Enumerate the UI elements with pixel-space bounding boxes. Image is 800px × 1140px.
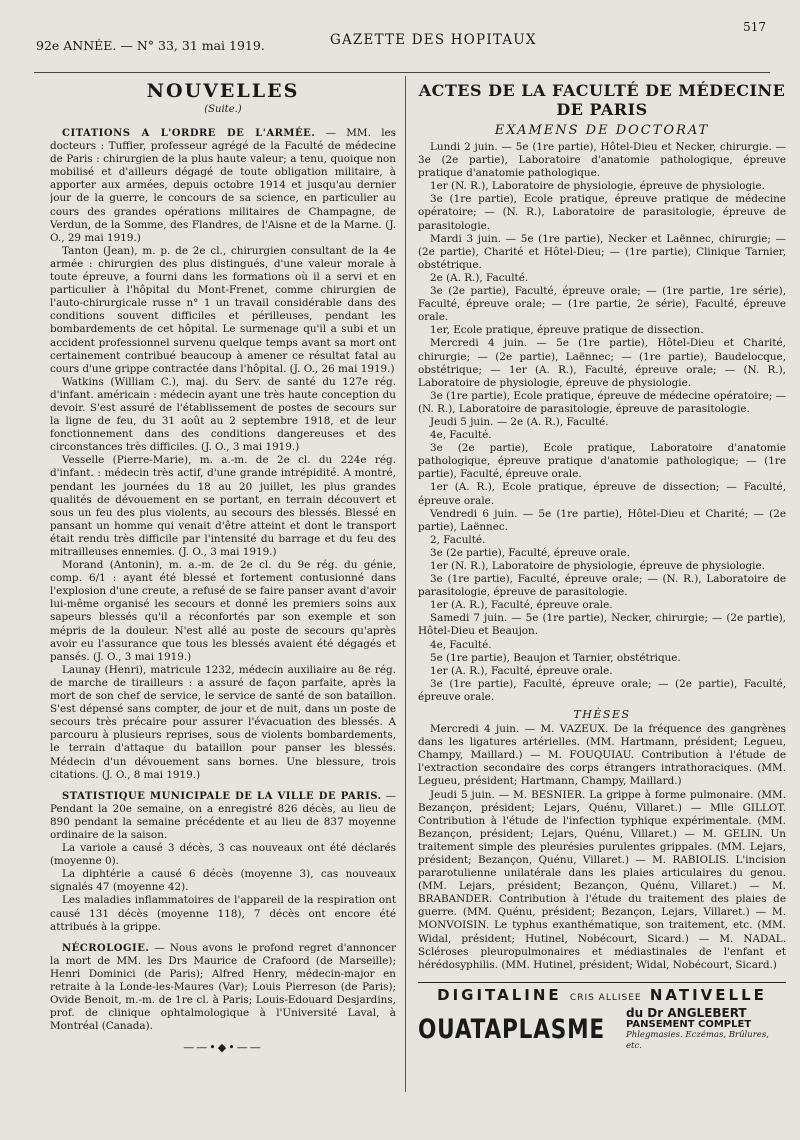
citation-paragraph: Watkins (William C.), maj. du Serv. de santé du 127e rég. d'infant. américain : médecin ayant une très haute conception du devoir. S'est assuré de l'établissement de postes de secours sur la ligne de feu, du 31 août au 2 septembre 1918, et de leur fonctionnement dans des conditions dangereuses et des circonstances très difficiles. (J. O., 3 mai 1919.): [50, 375, 396, 454]
exam-paragraph: 3e (1re partie), Faculté, épreuve orale; — (N. R.), Laboratoire de parasitologie, épreuve de parasitologie.: [418, 573, 786, 599]
ad-middle-text: CRIS ALLISEE: [569, 992, 642, 1003]
exam-paragraph: 1er (A. R.), Faculté, épreuve orale.: [430, 599, 613, 612]
citation-paragraph: Launay (Henri), matricule 1232, médecin auxiliaire au 8e rég. de marche de tirailleurs : a assuré de façon parfaite, après la mort de son chef de service, le service de santé de son bataillon. S'est dépensé sans compter, de jour et de nuit, dans un poste de secours très précaire pour assurer l'évacuation des blessés. A parcouru à plusieurs reprises, sous de violents bombardements, le terrain d'attaque du bataillon pour panser les blessés. Médecin d'un dévouement sans bornes. Une blessure, trois citations. (J. O., 8 mai 1919.): [50, 663, 396, 781]
exam-paragraph: 1er (N. R.), Laboratoire de physiologie, épreuve de physiologie.: [430, 560, 765, 572]
theses-paragraph: Jeudi 5 juin. — M. BESNIER. La grippe à forme pulmonaire. (MM. Bezançon, président; Lejars, Quénu, Villaret.) — Mlle GILLOT. Contribution à l'étude de l'infection typhique expérimentale. (MM. Bezançon, président; Lejars, Quénu, Villaret.) — M. GELIN. Un traitement simple des pleurésies purulentes grippales. (MM. Lejars, président; Bezançon, Quénu, Villaret.) — M. RABIOLIS. L'incision pararotulienne unilatérale dans les plaies articulaires du genou. (MM. Lejars, président; Bezançon, Quénu, Villaret.) — M. BRABANDER. Contribution à l'étude du traitement des plaies de guerre. (MM. Quénu, président; Bezançon, Lejars, Villaret.) — M. MONVOISIN. Le typhus exanthématique, son traitement, etc. (MM. Widal, président; Hutinel, Nobécourt, Sicard.) — M. NADAL. Scléroses pleuropulmonaires et médiastinales de l'enfant et hérédosyphilis. (MM. Hutinel, président; Widal, Nobécourt, Sicard.): [418, 788, 786, 971]
exam-paragraph: 4e, Faculté.: [430, 638, 492, 651]
exam-paragraph: 3e (2e partie), Faculté, épreuve orale.: [430, 546, 630, 559]
exam-paragraph: Vendredi 6 juin. — 5e (1re partie), Hôtel-Dieu et Charité; — (2e partie), Laënnec.: [418, 507, 786, 533]
statistics-text: — Pendant la 20e semaine, on a enregistré 826 décès, au lieu de 890 pendant la semaine précédente et au lieu de 837 moyenne ordinaire de la saison.: [50, 789, 396, 841]
exam-paragraph: 1er, Ecole pratique, épreuve pratique de dissection.: [430, 324, 704, 337]
page-number: 517: [743, 20, 766, 34]
ouataplasme-word: OUATAPLASME: [418, 1014, 605, 1046]
ad-line-3: Phlegmasies. Eczémas, Brûlures, etc.: [626, 1029, 769, 1051]
advertisement: [418, 982, 786, 1052]
masthead-title: GAZETTE DES HOPITAUX: [330, 32, 537, 48]
exam-paragraph: 2e (A. R.), Faculté.: [430, 271, 529, 284]
exam-paragraph: Mercredi 4 juin. — 5e (1re partie), Hôtel-Dieu et Charité, chirurgie; — (2e partie), Laënnec; — (1re partie), Baudelocque, obstétrique; — 1er (A. R.), Faculté, épreuve orale; — (N. R.), Laboratoire de physiologie, épreuve de physiologie.: [418, 337, 786, 389]
exam-paragraph: Samedi 7 juin. — 5e (1re partie), Necker, chirurgie; — (2e partie), Hôtel-Dieu et Beaujon.: [418, 612, 786, 638]
news-title: NOUVELLES: [146, 80, 300, 102]
necrology-paragraph: [50, 942, 396, 1034]
citation-paragraph: Vesselle (Pierre-Marie), m. a.-m. de 2e cl. du 224e rég. d'infant. : médecin très actif, d'une grande intrépidité. A montré, pendant les journées du 18 au 20 juillet, les plus grandes qualités de dévouement en se portant, en terrain découvert et sous un feu des plus violents, au secours des blessés. Blessé en pansant un homme qui venait d'être atteint et dont le transport était rendu très difficile par l'intensité du barrage et du feu des mitrailleuses ennemies. (J. O., 3 mai 1919.): [50, 454, 396, 558]
right-column: [418, 78, 786, 1138]
exam-paragraph: 3e (2e partie), Ecole pratique, Laboratoire d'anatomie pathologique, épreuve pratique d'anatomie pathologique; — (1re partie), Faculté, épreuve orale.: [418, 442, 786, 481]
statistics-item: La diphtérie a causé 6 décès (moyenne 3), cas nouveaux signalés 47 (moyenne 42).: [50, 868, 396, 894]
statistics-item: La variole a causé 3 décès, 3 cas nouveaux ont été déclarés (moyenne 0).: [50, 842, 396, 868]
exam-paragraph: 1er (A. R.), Faculté, épreuve orale.: [430, 664, 613, 677]
left-column: [50, 78, 396, 1118]
exam-paragraph: 3e (1re partie), Ecole pratique, épreuve pratique de médecine opératoire; — (N. R.), Laboratoire de parasitologie, épreuve de parasitologie.: [418, 193, 786, 232]
exam-paragraph: 4e, Faculté.: [430, 429, 492, 442]
digitaline-ad-line: [418, 986, 786, 1004]
exam-paragraph: 3e (1re partie), Faculté, épreuve orale; — (2e partie), Faculté, épreuve orale.: [418, 677, 786, 703]
ouataplasme-ad-row: [418, 1005, 786, 1052]
citation-paragraph: Morand (Antonin), m. a.-m. de 2e cl. du 9e rég. du génie, comp. 6/1 : ayant été blessé et fortement contusionné dans l'explosion d'une creute, a refusé de se faire panser avant d'avoir lui-même organisé les secours et donné les premiers soins aux sapeurs blessés qu'il a réconfortés par son exemple et son mépris de la douleur. N'est allé au poste de secours qu'après avoir eu l'assurance que tous les blessés avaient été dégagés et pansés. (J. O., 3 mai 1919.): [50, 559, 396, 663]
exam-paragraph: Jeudi 5 juin. — 2e (A. R.), Faculté.: [430, 415, 609, 428]
nativelle-word: NATIVELLE: [649, 985, 767, 1004]
exam-paragraph: 1er (N. R.), Laboratoire de physiologie, épreuve de physiologie.: [430, 180, 765, 193]
ad-line-1: du Dr ANGLEBERT: [626, 1005, 747, 1020]
exam-paragraph: 5e (1re partie), Beaujon et Tarnier, obstétrique.: [430, 651, 681, 664]
column-divider: [405, 76, 406, 1092]
ad-line-2: PANSEMENT COMPLET: [626, 1018, 752, 1030]
exam-paragraph: Lundi 2 juin. — 5e (1re partie), Hôtel-Dieu et Necker, chirurgie. — 3e (2e partie), Laboratoire d'anatomie pathologique, épreuve pratique d'anatomie pathologique.: [418, 141, 786, 180]
page-header: [30, 20, 772, 60]
ad-details: [626, 1005, 786, 1052]
theses-heading: THÈSES: [573, 708, 631, 722]
digitaline-word: DIGITALINE: [437, 985, 562, 1004]
exams-heading: EXAMENS DE DOCTORAT: [494, 123, 710, 138]
citations-text: — MM. les docteurs : Tuffier, professeur agrégé de la Faculté de médecine de Paris : chirurgien de la plus haute valeur; a tenu, quoique non mobilisé et d'ailleurs dégagé de toute obligation militaire, à apporter aux armées, depuis octobre 1914 et jusqu'au dernier jour de la guerre, le concours de sa science, en particulier au cours des grandes opérations militaires de Champagne, de Verdun, de la Somme, des Flandres, de l'Aisne et de la Marne. (J. O., 29 mai 1919.): [50, 127, 396, 244]
necrology-label: NÉCROLOGIE.: [62, 942, 150, 954]
statistics-item: Les maladies inflammatoires de l'appareil de la respiration ont causé 131 décès (moyenne 118), 7 décès ont encore été attribués à la grippe.: [50, 894, 396, 933]
news-subtitle: (Suite.): [204, 104, 242, 115]
exam-paragraph: Mardi 3 juin. — 5e (1re partie), Necker et Laënnec, chirurgie; — (2e partie), Charité et Hôtel-Dieu; — (1re partie), Clinique Tarnier, obstétrique.: [418, 232, 786, 271]
faculty-acts-title: ACTES DE LA FACULTÉ DE MÉDECINE DE PARIS: [418, 81, 786, 119]
header-rule: [34, 72, 770, 73]
citations-label: CITATIONS A L'ORDRE DE L'ARMÉE.: [62, 128, 316, 139]
statistics-label: STATISTIQUE MUNICIPALE DE LA VILLE DE PARIS.: [62, 790, 382, 802]
citation-paragraph: Tanton (Jean), m. p. de 2e cl., chirurgien consultant de la 4e armée : chirurgien des plus distingués, d'une valeur morale à toute épreuve, a fourni dans les formations où il a servi et en particulier à l'hôpital du Mont-Frenet, comme chirurgien de l'auto-chirurgicale russe n° 1 un travail considérable dans des conditions souvent difficiles et périlleuses, pendant les bombardements de cet hôpital. Le surmenage qu'il a subi et un accident professionnel survenu quelque temps avant sa mort ont certainement contribué beaucoup à amener ce résultat fatal au cours d'une grippe contractée dans l'hôpital. (J. O., 26 mai 1919.): [50, 244, 396, 375]
exam-paragraph: 1er (A. R.), Ecole pratique, épreuve de dissection; — Faculté, épreuve orale.: [418, 481, 786, 507]
end-ornament: ——•◆•——: [183, 1041, 263, 1055]
exam-paragraph: 2, Faculté.: [430, 533, 486, 546]
citations-paragraph: [50, 127, 396, 245]
statistics-paragraph: [50, 790, 396, 842]
issue-info: 92e ANNÉE. — N° 33, 31 mai 1919.: [36, 38, 265, 53]
theses-paragraph: Mercredi 4 juin. — M. VAZEUX. De la fréquence des gangrènes dans les ligatures artérielles. (MM. Hartmann, président; Legueu, Champy, Maillard.) — M. FOUQUIAU. Contribution à l'étude de l'extraction secondaire des corps étrangers intrathoraciques. (MM. Legueu, président; Hartmann, Champy, Maillard.): [418, 723, 786, 788]
necrology-text: — Nous avons le profond regret d'annoncer la mort de MM. les Drs Maurice de Crafoord (de Marseille); Henri Dominici (de Paris); Alfred Henry, médecin-major en retraite à la Londe-les-Maures (Var); Louis Pierreson (de Paris); Ovide Benoit, m.-m. de 1re cl. à Paris; Louis-Edouard Desjardins, prof. de clinique ophtalmologique à l'Université Laval, à Montréal (Canada).: [50, 941, 396, 1033]
exam-paragraph: 3e (2e partie), Faculté, épreuve orale; — (1re partie, 1re série), Faculté, épreuve orale; — (1re partie, 2e série), Faculté, épreuve orale.: [418, 285, 786, 324]
exam-paragraph: 3e (1re partie), Ecole pratique, épreuve de médecine opératoire; — (N. R.), Laboratoire de parasitologie, épreuve de parasitologie.: [418, 389, 786, 415]
